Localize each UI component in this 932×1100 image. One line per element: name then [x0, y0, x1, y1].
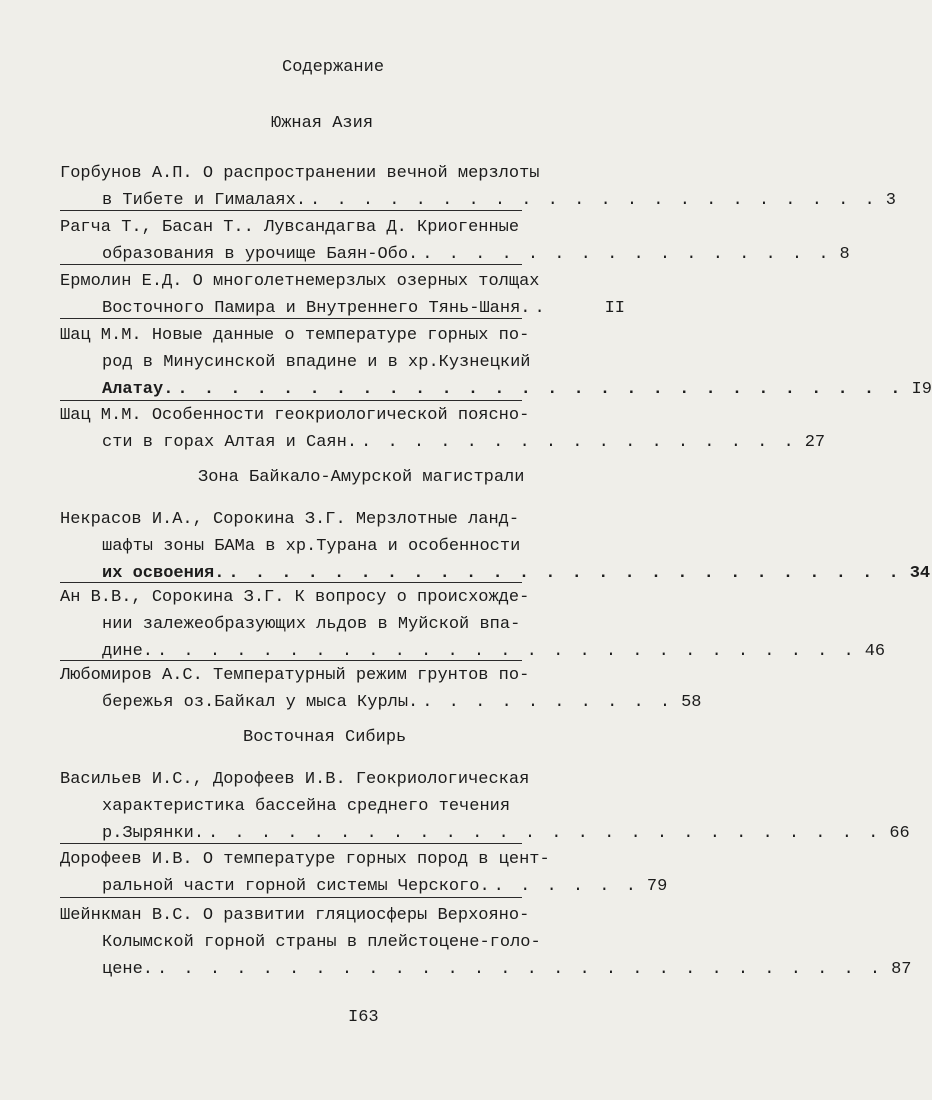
entry-last-line	[60, 689, 702, 716]
entry-text: сти в горах Алтая и Саян.	[102, 433, 358, 452]
entry-text: образования в урочище Баян-Обо.	[102, 245, 419, 264]
dot-leader: . . . . . . . . . . . . . . . . . . . . . . . . . .	[228, 564, 902, 583]
entry-last-line	[60, 376, 932, 403]
separator-line	[60, 582, 522, 583]
entry-line: Дорофеев И.В. О температуре горных пород в цент-	[60, 850, 550, 869]
page-number: I9	[911, 380, 932, 399]
entry-text: бережья оз.Байкал у мыса Курлы.	[102, 693, 419, 712]
separator-line	[60, 318, 522, 319]
separator-line	[60, 400, 522, 401]
dot-leader: . . . . . . . . . . . . . . . . .	[361, 433, 797, 452]
page-number: 66	[889, 824, 910, 843]
entry-last-line	[60, 956, 912, 983]
dot-leader: . . . . . .	[493, 877, 639, 896]
entry-text: род в Минусинской впадине и в хр.Кузнецкий	[102, 353, 531, 372]
toc-entry	[60, 402, 826, 456]
separator-line	[60, 660, 522, 661]
section-heading-bam: Зона Байкало-Амурской магистрали	[198, 468, 525, 487]
toc-entry	[60, 322, 932, 403]
entry-line: Любомиров А.С. Температурный режим грунтов по-	[60, 666, 530, 685]
page-number: 58	[681, 693, 702, 712]
toc-entry	[60, 902, 912, 983]
entry-text: в Тибете и Гималаях.	[102, 191, 307, 210]
entry-line: Васильев И.С., Дорофеев И.В. Геокриологическая	[60, 770, 530, 789]
dot-leader: . . . . . . . . . . . . . . . . . . . . . . . . . . .	[157, 642, 857, 661]
dot-leader: . . . . . . . . . . . . . . . . . . . . . . . . . .	[208, 824, 882, 843]
entry-line: Некрасов И.А., Сорокина З.Г. Мерзлотные ланд-	[60, 510, 520, 529]
page-number: II	[604, 299, 625, 318]
separator-line	[60, 897, 522, 898]
toc-entry	[60, 584, 886, 665]
page-number: 27	[804, 433, 826, 452]
entry-line: Колымской горной страны в плейстоцене-голо-	[102, 933, 541, 952]
entry-text: Восточного Памира и Внутреннего Тянь-Шаня.	[102, 299, 531, 318]
toc-entry	[60, 766, 910, 847]
entry-text: р.Зырянки.	[102, 824, 205, 843]
toc-entry	[60, 160, 896, 214]
dot-leader: . . . . . . . . . . . . . . . . . . . . . . . . . . . .	[177, 380, 904, 399]
toc-entry	[60, 662, 702, 716]
entry-last-line	[60, 873, 668, 900]
toc-entry	[60, 506, 931, 587]
entry-line: Горбунов А.П. О распространении вечной мерзлоты	[60, 164, 540, 183]
page-number: 8	[839, 245, 850, 264]
entry-line: нии залежеобразующих льдов в Муйской впа-	[102, 615, 521, 634]
entry-line: Шейнкман В.С. О развитии гляциосферы Верхояно-	[60, 906, 530, 925]
entry-line: Шац М.М. Новые данные о температуре горных по-	[60, 326, 530, 345]
entry-line	[60, 349, 625, 376]
entry-line: Ан В.В., Сорокина З.Г. К вопросу о происхожде-	[60, 588, 530, 607]
separator-line	[60, 210, 522, 211]
separator-line	[60, 843, 522, 844]
entry-line: Ермолин Е.Д. О многолетнемерзлых озерных толщах	[60, 272, 540, 291]
entry-line: Рагча Т., Басан Т.. Лувсандагва Д. Криогенные	[60, 218, 520, 237]
dot-leader: . . . . . . . . . . . . . . . .	[422, 245, 832, 264]
dot-leader: . . . . . . . . . .	[422, 693, 674, 712]
dot-leader: . . . . . . . . . . . . . . . . . . . . . . . . . . . .	[157, 960, 884, 979]
entry-text: дине.	[102, 642, 154, 661]
section-heading-east-siberia: Восточная Сибирь	[243, 728, 407, 747]
entry-line: Шац М.М. Особенности геокриологической поясно-	[60, 406, 530, 425]
entry-text: ральной части горной системы Черского.	[102, 877, 490, 896]
entry-line: характеристика бассейна среднего течения	[102, 797, 511, 816]
entry-text: их освоения.	[102, 564, 225, 583]
dot-leader: . . . . . . . . . . . . . . . . . . . . . .	[310, 191, 878, 210]
toc-entry	[60, 268, 625, 322]
page-number: 79	[646, 877, 668, 896]
entry-text: цене.	[102, 960, 154, 979]
page-number: 46	[864, 642, 886, 661]
toc-entry	[60, 846, 668, 900]
page-number: 3	[885, 191, 896, 210]
page-folio: I63	[348, 1008, 379, 1027]
page-number: 34	[909, 564, 931, 583]
entry-last-line	[60, 429, 826, 456]
entry-line: шафты зоны БАМа в хр.Турана и особенности	[102, 537, 521, 556]
dot-leader: .	[534, 299, 548, 318]
page-number: 87	[891, 960, 912, 979]
toc-entry	[60, 214, 850, 268]
separator-line	[60, 264, 522, 265]
section-heading-south-asia: Южная Азия	[271, 114, 374, 133]
contents-title: Содержание	[282, 58, 385, 77]
entry-text: Алатау.	[102, 380, 174, 399]
